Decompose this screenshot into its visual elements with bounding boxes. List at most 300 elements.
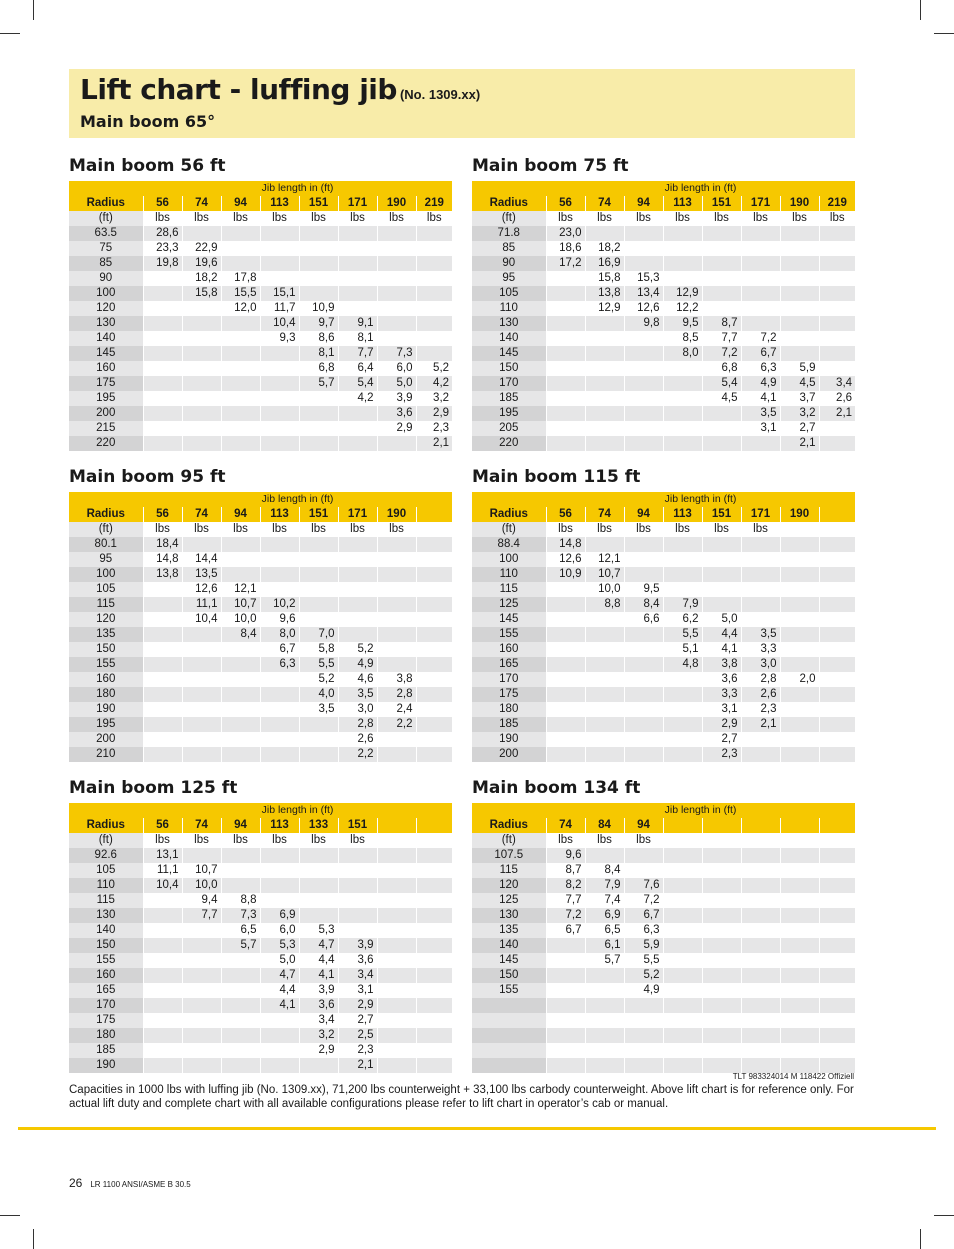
jib-length-label: Jib length in (ft) <box>143 492 452 507</box>
capacity-cell: 11,1 <box>143 863 182 878</box>
capacity-cell: 7,3 <box>221 908 260 923</box>
capacity-cell <box>182 436 221 451</box>
table-row <box>69 747 452 762</box>
capacity-cell <box>143 998 182 1013</box>
capacity-cell <box>819 732 855 747</box>
capacity-unit <box>377 833 416 848</box>
capacity-cell <box>338 597 377 612</box>
capacity-cell <box>702 256 741 271</box>
capacity-cell <box>819 241 855 256</box>
radius-cell: 105 <box>472 286 546 301</box>
radius-cell: 100 <box>472 552 546 567</box>
lift-table <box>472 803 855 1073</box>
capacity-cell <box>702 271 741 286</box>
capacity-cell: 3,5 <box>299 702 338 717</box>
capacity-cell <box>780 226 819 241</box>
capacity-cell <box>221 537 260 552</box>
capacity-cell <box>741 597 780 612</box>
capacity-cell: 3,4 <box>819 376 855 391</box>
capacity-cell <box>221 998 260 1013</box>
header-spacer <box>69 803 143 818</box>
capacity-cell <box>546 436 585 451</box>
capacity-cell: 3,6 <box>377 406 416 421</box>
radius-cell: 150 <box>472 968 546 983</box>
table-row <box>472 1013 855 1028</box>
capacity-cell: 8,4 <box>624 597 663 612</box>
jib-length-header: 190 <box>377 507 416 522</box>
table-row <box>69 983 452 998</box>
capacity-cell <box>416 241 452 256</box>
table-row <box>69 1058 452 1073</box>
radius-cell: 140 <box>472 938 546 953</box>
capacity-cell <box>702 983 741 998</box>
jib-length-header: 113 <box>260 196 299 211</box>
jib-length-header <box>416 507 452 522</box>
table-row <box>472 226 855 241</box>
capacity-cell <box>416 271 452 286</box>
capacity-cell: 12,9 <box>585 301 624 316</box>
capacity-cell <box>221 1028 260 1043</box>
capacity-cell <box>624 998 663 1013</box>
jib-length-header: 56 <box>143 196 182 211</box>
jib-length-header: 94 <box>221 507 260 522</box>
capacity-cell <box>221 226 260 241</box>
capacity-cell <box>182 848 221 863</box>
capacity-cell: 5,5 <box>663 627 702 642</box>
jib-length-header <box>416 818 452 833</box>
jib-length-header: 56 <box>546 196 585 211</box>
capacity-cell <box>819 657 855 672</box>
capacity-cell: 8,8 <box>221 893 260 908</box>
units-row <box>472 522 855 537</box>
capacity-cell <box>663 732 702 747</box>
capacity-cell <box>338 241 377 256</box>
jib-length-header: 151 <box>299 507 338 522</box>
jib-length-header: 190 <box>377 196 416 211</box>
capacity-cell: 19,8 <box>143 256 182 271</box>
table-row <box>69 687 452 702</box>
capacity-cell <box>143 421 182 436</box>
capacity-cell: 5,5 <box>624 953 663 968</box>
jib-length-header: 219 <box>416 196 452 211</box>
jib-length-header <box>663 818 702 833</box>
capacity-cell: 3,1 <box>338 983 377 998</box>
capacity-cell <box>624 642 663 657</box>
radius-cell: 120 <box>69 612 143 627</box>
table-row <box>472 1058 855 1073</box>
capacity-cell <box>182 301 221 316</box>
capacity-cell: 5,4 <box>338 376 377 391</box>
capacity-cell: 6,3 <box>260 657 299 672</box>
capacity-cell <box>780 747 819 762</box>
jib-length-label: Jib length in (ft) <box>143 803 452 818</box>
jib-header-row <box>69 196 452 211</box>
capacity-cell: 5,0 <box>260 953 299 968</box>
capacity-unit: lbs <box>299 833 338 848</box>
capacity-cell: 8,2 <box>546 878 585 893</box>
capacity-cell: 6,7 <box>624 908 663 923</box>
capacity-cell <box>299 612 338 627</box>
section-title: Main boom 95 ft <box>69 467 226 487</box>
table-row <box>472 316 855 331</box>
capacity-cell: 9,6 <box>546 848 585 863</box>
capacity-cell <box>819 938 855 953</box>
capacity-cell <box>663 406 702 421</box>
title-number: (No. 1309.xx) <box>399 87 481 102</box>
radius-cell <box>472 1013 546 1028</box>
capacity-cell <box>299 878 338 893</box>
capacity-cell: 6,9 <box>585 908 624 923</box>
capacity-cell: 14,8 <box>143 552 182 567</box>
table-row <box>69 537 452 552</box>
capacity-cell: 4,4 <box>299 953 338 968</box>
capacity-cell <box>221 848 260 863</box>
capacity-cell <box>143 687 182 702</box>
capacity-unit: lbs <box>624 211 663 226</box>
capacity-cell <box>143 938 182 953</box>
capacity-cell <box>182 346 221 361</box>
capacity-cell <box>416 998 452 1013</box>
capacity-cell <box>780 998 819 1013</box>
capacity-cell <box>546 316 585 331</box>
capacity-cell: 5,7 <box>221 938 260 953</box>
jib-length-header: 151 <box>338 818 377 833</box>
capacity-cell <box>546 702 585 717</box>
jib-label-row <box>472 181 855 196</box>
table-row <box>69 567 452 582</box>
jib-length-label: Jib length in (ft) <box>546 181 855 196</box>
table-row <box>69 226 452 241</box>
table-row <box>69 391 452 406</box>
capacity-cell <box>416 642 452 657</box>
capacity-cell: 6,9 <box>260 908 299 923</box>
capacity-cell <box>338 908 377 923</box>
jib-header-row <box>69 818 452 833</box>
capacity-cell <box>624 747 663 762</box>
capacity-cell <box>780 848 819 863</box>
capacity-cell <box>741 848 780 863</box>
table-row <box>69 968 452 983</box>
capacity-cell: 4,1 <box>260 998 299 1013</box>
capacity-unit: lbs <box>143 522 182 537</box>
capacity-cell: 3,1 <box>702 702 741 717</box>
capacity-cell: 7,2 <box>741 331 780 346</box>
capacity-cell: 3,5 <box>741 627 780 642</box>
crop-mark <box>0 1215 20 1216</box>
radius-cell: 125 <box>472 893 546 908</box>
capacity-cell <box>585 346 624 361</box>
jib-header-row <box>472 196 855 211</box>
radius-cell <box>472 1058 546 1073</box>
capacity-cell <box>143 391 182 406</box>
capacity-cell <box>546 687 585 702</box>
capacity-cell <box>299 286 338 301</box>
jib-label-row <box>472 492 855 507</box>
capacity-cell <box>260 863 299 878</box>
capacity-cell: 5,7 <box>299 376 338 391</box>
capacity-cell <box>221 1058 260 1073</box>
capacity-unit <box>780 833 819 848</box>
capacity-cell <box>819 627 855 642</box>
capacity-cell: 2,3 <box>702 747 741 762</box>
radius-cell: 120 <box>472 878 546 893</box>
radius-cell: 150 <box>472 361 546 376</box>
radius-cell: 100 <box>69 286 143 301</box>
capacity-cell <box>143 968 182 983</box>
capacity-unit: lbs <box>143 833 182 848</box>
capacity-cell: 2,7 <box>780 421 819 436</box>
divider <box>18 1127 936 1130</box>
capacity-cell: 7,9 <box>663 597 702 612</box>
capacity-unit: lbs <box>143 211 182 226</box>
capacity-cell: 7,7 <box>182 908 221 923</box>
table-row <box>69 908 452 923</box>
table-row <box>472 241 855 256</box>
capacity-cell <box>299 271 338 286</box>
capacity-cell <box>377 271 416 286</box>
radius-header: Radius <box>472 818 546 833</box>
capacity-unit <box>702 833 741 848</box>
table-row <box>472 582 855 597</box>
capacity-cell: 12,1 <box>221 582 260 597</box>
table-row <box>69 878 452 893</box>
capacity-cell <box>546 732 585 747</box>
capacity-cell <box>741 226 780 241</box>
capacity-cell: 3,8 <box>702 657 741 672</box>
capacity-cell <box>780 732 819 747</box>
capacity-cell <box>377 732 416 747</box>
radius-cell: 165 <box>472 657 546 672</box>
capacity-cell: 8,1 <box>299 346 338 361</box>
radius-cell: 130 <box>472 908 546 923</box>
capacity-cell <box>377 537 416 552</box>
capacity-cell <box>260 271 299 286</box>
capacity-cell: 3,4 <box>299 1013 338 1028</box>
capacity-cell <box>416 848 452 863</box>
capacity-cell: 4,5 <box>780 376 819 391</box>
table-row <box>472 361 855 376</box>
jib-length-header: 94 <box>221 196 260 211</box>
capacity-cell <box>546 421 585 436</box>
radius-cell: 130 <box>69 908 143 923</box>
capacity-cell <box>741 256 780 271</box>
capacity-cell <box>143 893 182 908</box>
jib-length-header: 171 <box>338 507 377 522</box>
capacity-cell <box>377 878 416 893</box>
capacity-cell <box>663 747 702 762</box>
capacity-cell <box>377 552 416 567</box>
capacity-cell: 7,7 <box>338 346 377 361</box>
table-row <box>472 893 855 908</box>
capacity-cell <box>663 1028 702 1043</box>
capacity-cell <box>741 241 780 256</box>
capacity-cell <box>819 436 855 451</box>
capacity-cell <box>221 1013 260 1028</box>
table-row <box>472 286 855 301</box>
capacity-cell <box>741 998 780 1013</box>
capacity-cell: 8,7 <box>702 316 741 331</box>
radius-cell: 95 <box>472 271 546 286</box>
capacity-cell: 7,7 <box>546 893 585 908</box>
radius-header: Radius <box>69 196 143 211</box>
capacity-cell <box>546 331 585 346</box>
radius-cell: 90 <box>472 256 546 271</box>
capacity-cell: 28,6 <box>143 226 182 241</box>
capacity-cell: 7,3 <box>377 346 416 361</box>
table-row <box>472 717 855 732</box>
capacity-cell <box>780 612 819 627</box>
capacity-cell <box>377 908 416 923</box>
capacity-cell <box>741 938 780 953</box>
capacity-cell <box>585 1058 624 1073</box>
capacity-cell <box>780 597 819 612</box>
capacity-cell: 2,2 <box>377 717 416 732</box>
capacity-cell: 8,8 <box>585 597 624 612</box>
jib-length-label: Jib length in (ft) <box>546 803 855 818</box>
capacity-cell <box>780 537 819 552</box>
capacity-cell <box>546 717 585 732</box>
radius-cell: 180 <box>69 687 143 702</box>
capacity-cell: 2,8 <box>741 672 780 687</box>
capacity-cell <box>741 436 780 451</box>
capacity-unit: lbs <box>585 522 624 537</box>
capacity-cell <box>182 953 221 968</box>
capacity-cell <box>819 1058 855 1073</box>
capacity-cell <box>182 732 221 747</box>
jib-length-header: 94 <box>624 196 663 211</box>
capacity-cell <box>182 627 221 642</box>
capacity-unit: lbs <box>377 211 416 226</box>
capacity-cell <box>182 983 221 998</box>
jib-length-header: 113 <box>260 507 299 522</box>
capacity-cell <box>299 848 338 863</box>
capacity-cell <box>338 421 377 436</box>
radius-cell: 170 <box>69 998 143 1013</box>
capacity-cell <box>741 747 780 762</box>
capacity-cell: 5,0 <box>377 376 416 391</box>
table-row <box>69 271 452 286</box>
lift-table <box>69 803 452 1073</box>
capacity-cell <box>819 642 855 657</box>
capacity-cell <box>702 597 741 612</box>
table-row <box>69 241 452 256</box>
radius-cell: 125 <box>472 597 546 612</box>
capacity-cell <box>416 747 452 762</box>
capacity-cell <box>624 436 663 451</box>
capacity-cell: 3,1 <box>741 421 780 436</box>
capacity-cell: 10,0 <box>221 612 260 627</box>
capacity-cell <box>585 316 624 331</box>
capacity-cell <box>299 908 338 923</box>
radius-cell: 130 <box>69 316 143 331</box>
section-main-boom-56 <box>69 156 452 451</box>
capacity-cell <box>143 627 182 642</box>
radius-cell: 215 <box>69 421 143 436</box>
capacity-cell: 3,3 <box>741 642 780 657</box>
capacity-cell <box>143 612 182 627</box>
table-row <box>472 552 855 567</box>
radius-cell: 195 <box>69 717 143 732</box>
capacity-cell <box>338 627 377 642</box>
capacity-cell <box>741 908 780 923</box>
capacity-cell: 7,6 <box>624 878 663 893</box>
table-row <box>69 421 452 436</box>
jib-length-header: 113 <box>260 818 299 833</box>
jib-length-header <box>377 818 416 833</box>
capacity-cell: 4,9 <box>338 657 377 672</box>
capacity-cell <box>741 316 780 331</box>
capacity-cell: 6,0 <box>377 361 416 376</box>
capacity-cell <box>624 391 663 406</box>
page-subtitle: Main boom 65° <box>80 112 216 131</box>
capacity-cell <box>546 642 585 657</box>
capacity-unit: lbs <box>585 833 624 848</box>
capacity-cell <box>702 241 741 256</box>
table-row <box>472 301 855 316</box>
capacity-cell <box>377 657 416 672</box>
capacity-cell: 2,8 <box>377 687 416 702</box>
section-title: Main boom 56 ft <box>69 156 226 176</box>
capacity-cell <box>780 968 819 983</box>
capacity-cell <box>299 582 338 597</box>
capacity-cell <box>416 1043 452 1058</box>
capacity-unit: lbs <box>416 211 452 226</box>
capacity-cell <box>416 331 452 346</box>
reference-code: TLT 983324014 M 118422 Offiziell <box>732 1072 854 1081</box>
capacity-cell: 8,7 <box>546 863 585 878</box>
jib-header-row <box>472 818 855 833</box>
capacity-cell: 2,3 <box>338 1043 377 1058</box>
capacity-cell: 6,6 <box>624 612 663 627</box>
capacity-cell <box>663 998 702 1013</box>
capacity-cell <box>585 376 624 391</box>
radius-cell: 175 <box>69 1013 143 1028</box>
crop-mark <box>33 0 34 20</box>
capacity-cell: 23,0 <box>546 226 585 241</box>
capacity-cell <box>741 582 780 597</box>
capacity-cell <box>624 552 663 567</box>
capacity-cell <box>585 537 624 552</box>
capacity-cell: 10,0 <box>585 582 624 597</box>
capacity-cell <box>546 361 585 376</box>
capacity-cell <box>624 406 663 421</box>
capacity-cell: 8,5 <box>663 331 702 346</box>
capacity-cell <box>624 1028 663 1043</box>
table-row <box>69 286 452 301</box>
capacity-cell <box>624 627 663 642</box>
capacity-cell <box>416 687 452 702</box>
capacity-cell <box>819 421 855 436</box>
radius-cell: 145 <box>472 346 546 361</box>
radius-cell: 135 <box>472 923 546 938</box>
capacity-cell <box>663 391 702 406</box>
capacity-unit: lbs <box>182 833 221 848</box>
capacity-cell <box>546 938 585 953</box>
units-row <box>472 833 855 848</box>
table-row <box>472 702 855 717</box>
capacity-cell: 8,4 <box>585 863 624 878</box>
capacity-cell <box>624 1013 663 1028</box>
capacity-cell <box>260 256 299 271</box>
capacity-cell <box>780 953 819 968</box>
capacity-cell: 2,1 <box>780 436 819 451</box>
capacity-cell: 6,8 <box>299 361 338 376</box>
capacity-cell <box>624 241 663 256</box>
capacity-cell <box>819 346 855 361</box>
capacity-cell <box>377 968 416 983</box>
capacity-cell <box>780 893 819 908</box>
capacity-unit: lbs <box>182 522 221 537</box>
